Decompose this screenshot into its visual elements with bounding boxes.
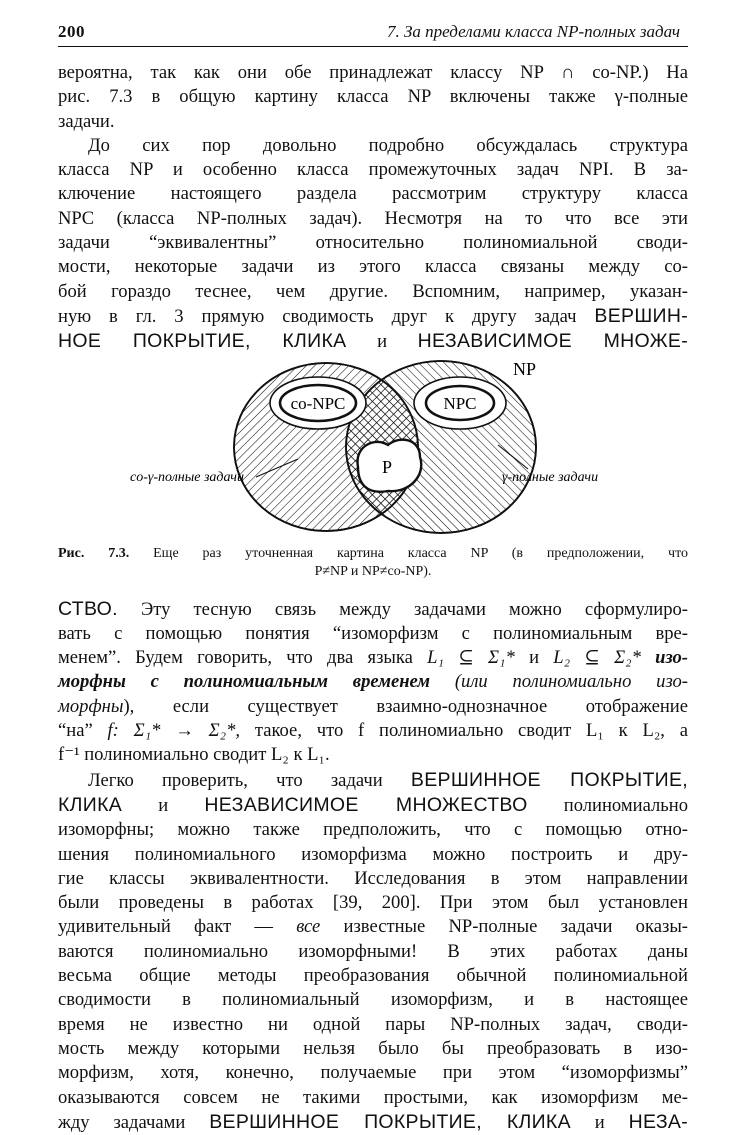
text-line: бой гораздо теснее, чем другие. Вспомним, например, указан- xyxy=(58,280,688,302)
problem-name: ВЕРШИННОЕ ПОКРЫТИЕ, xyxy=(410,768,688,791)
gamma-label: γ-полные задачи xyxy=(502,469,599,485)
npc-label: NPC xyxy=(443,393,477,413)
text-line xyxy=(58,1110,688,1135)
text-line: весьма общие методы преобразования обычной полиномиальной xyxy=(58,965,688,987)
text-line: класса NP и особенно класса промежуточных задач NPI. В за- xyxy=(58,159,688,181)
text-line xyxy=(58,915,688,939)
problem-name: НЕЗАВИСИМОЕ МНОЖЕ- xyxy=(417,330,688,353)
text-line: мости, некоторые задачи из этого класса связаны между со- xyxy=(58,256,688,278)
term-emphasis: изо- xyxy=(655,647,688,669)
term-emphasis: (или полиномиально изо- xyxy=(454,671,688,693)
text-fragment: удивительный факт — xyxy=(58,916,274,938)
text-fragment: “на” xyxy=(58,720,93,742)
book-page xyxy=(58,22,688,1135)
text-line: ваются полиномиально изоморфными! В этих работах даны xyxy=(58,940,688,962)
text-fragment: ), если существует взаимно-однозначное отображение xyxy=(123,695,688,717)
text-line xyxy=(58,768,688,793)
text-line: До сих пор довольно подробно обсуждалась структура xyxy=(88,134,688,156)
np-venn-diagram xyxy=(58,359,688,537)
math-expr: f: Σ₁* → Σ₂*, xyxy=(107,720,241,742)
text-fragment: известные NP-полные задачи оказы- xyxy=(343,916,689,938)
paragraph-3 xyxy=(58,597,688,768)
text-fragment: такое, что f полиномиально сводит L₁ к L₂, а xyxy=(254,720,688,742)
problem-name: ВЕРШИН- xyxy=(594,304,688,327)
text-line: оказываются совсем не такими простыми, как изоморфизм ме- xyxy=(58,1086,688,1108)
term-emphasis: морфны xyxy=(58,695,124,717)
text-line: ключение настоящего раздела рассмотрим структуру класса xyxy=(58,183,688,205)
caption-line: P≠NP и NP≠co-NP). xyxy=(314,563,432,579)
text-line xyxy=(58,597,688,622)
problem-name: НЕЗАВИСИМОЕ МНОЖЕСТВО xyxy=(204,793,528,816)
text-fragment: и xyxy=(594,1111,605,1133)
problem-name: НЕЗА- xyxy=(628,1110,689,1133)
co-npc-label: co-NPC xyxy=(290,393,346,413)
text-line xyxy=(58,695,688,719)
text-line: NPC (класса NP-полных задач). Несмотря на то что все эти xyxy=(58,207,688,229)
text-line xyxy=(58,719,688,743)
p-label: P xyxy=(381,456,393,477)
text-line: изоморфны; можно также предположить, что с помощью отно- xyxy=(58,819,688,841)
problem-name: ВЕРШИННОЕ ПОКРЫТИЕ, КЛИКА xyxy=(209,1110,571,1133)
text-fragment: и xyxy=(377,331,388,353)
text-fragment: Эту тесную связь между задачами можно сформулиро- xyxy=(140,598,688,620)
text-line: f⁻¹ полиномиально сводит L₂ к L₁. xyxy=(58,744,330,766)
co-gamma-label: co-γ-полные задачи xyxy=(130,469,244,485)
running-title: 7. За пределами класса NP-полных задач xyxy=(387,22,680,41)
term-emphasis: все xyxy=(296,916,321,938)
text-line: морфизм, хотя, конечно, получаемые при этом “изоморфизмы” xyxy=(58,1062,688,1084)
text-line xyxy=(58,304,688,329)
problem-name: НОЕ ПОКРЫТИЕ, КЛИКА xyxy=(58,330,347,353)
text-fragment: полиномиально xyxy=(563,794,689,816)
text-line xyxy=(58,329,688,354)
math-expr: L₁ ⊆ Σ₁* xyxy=(427,647,515,669)
text-fragment: ную в гл. 3 прямую сводимость друг к другу задач xyxy=(58,305,577,327)
np-label: NP xyxy=(513,358,537,379)
text-fragment: и xyxy=(158,794,169,816)
paragraph-2 xyxy=(58,134,688,355)
text-line xyxy=(58,793,688,818)
text-fragment: и xyxy=(529,647,540,669)
text-fragment: жду задачами xyxy=(58,1111,186,1133)
figure-np-diagram xyxy=(58,359,688,537)
text-line xyxy=(58,670,688,694)
caption-line xyxy=(58,545,688,563)
text-fragment: менем”. Будем говорить, что два языка xyxy=(58,647,413,669)
text-line: рис. 7.3 в общую картину класса NP включены также γ-полные xyxy=(58,86,688,108)
page-header xyxy=(58,22,688,47)
paragraph-1 xyxy=(58,61,688,134)
text-line: задачи. xyxy=(58,110,115,132)
term-emphasis: морфны с полиномиальным временем xyxy=(58,671,431,693)
page-number: 200 xyxy=(58,22,85,41)
caption-label: Рис. 7.3. xyxy=(58,545,130,561)
text-line: вать с помощью понятия “изоморфизм с полиномиальным вре- xyxy=(58,622,688,644)
text-line: шения полиномиального изоморфизма можно построить и дру- xyxy=(58,843,688,865)
paragraph-4 xyxy=(58,768,688,1135)
text-line: сводимости в полиномиальный изоморфизм, и в настоящее xyxy=(58,989,688,1011)
text-fragment: Легко проверить, что задачи xyxy=(88,769,383,791)
figure-caption xyxy=(58,545,688,581)
problem-name: СТВО. xyxy=(58,597,118,620)
caption-text: Еще раз уточненная картина класса NP (в предположении, что xyxy=(153,545,689,561)
text-line: время не известно ни одной пары NP-полных задач, своди- xyxy=(58,1013,688,1035)
text-line: вероятна, так как они обе принадлежат классу NP ∩ co-NP.) На xyxy=(58,62,688,83)
math-expr: L₂ ⊆ Σ₂* xyxy=(553,647,641,669)
text-line xyxy=(58,646,688,670)
problem-name: КЛИКА xyxy=(58,793,123,816)
text-line: гие классы эквивалентности. Исследования в этом направлении xyxy=(58,867,688,889)
text-line: задачи “эквивалентны” относительно полиномиальной своди- xyxy=(58,232,688,254)
text-line: были проведены в работах [39, 200]. При этом был установлен xyxy=(58,892,688,914)
text-line: мость между которыми нельзя было бы преобразовать в изо- xyxy=(58,1037,688,1059)
